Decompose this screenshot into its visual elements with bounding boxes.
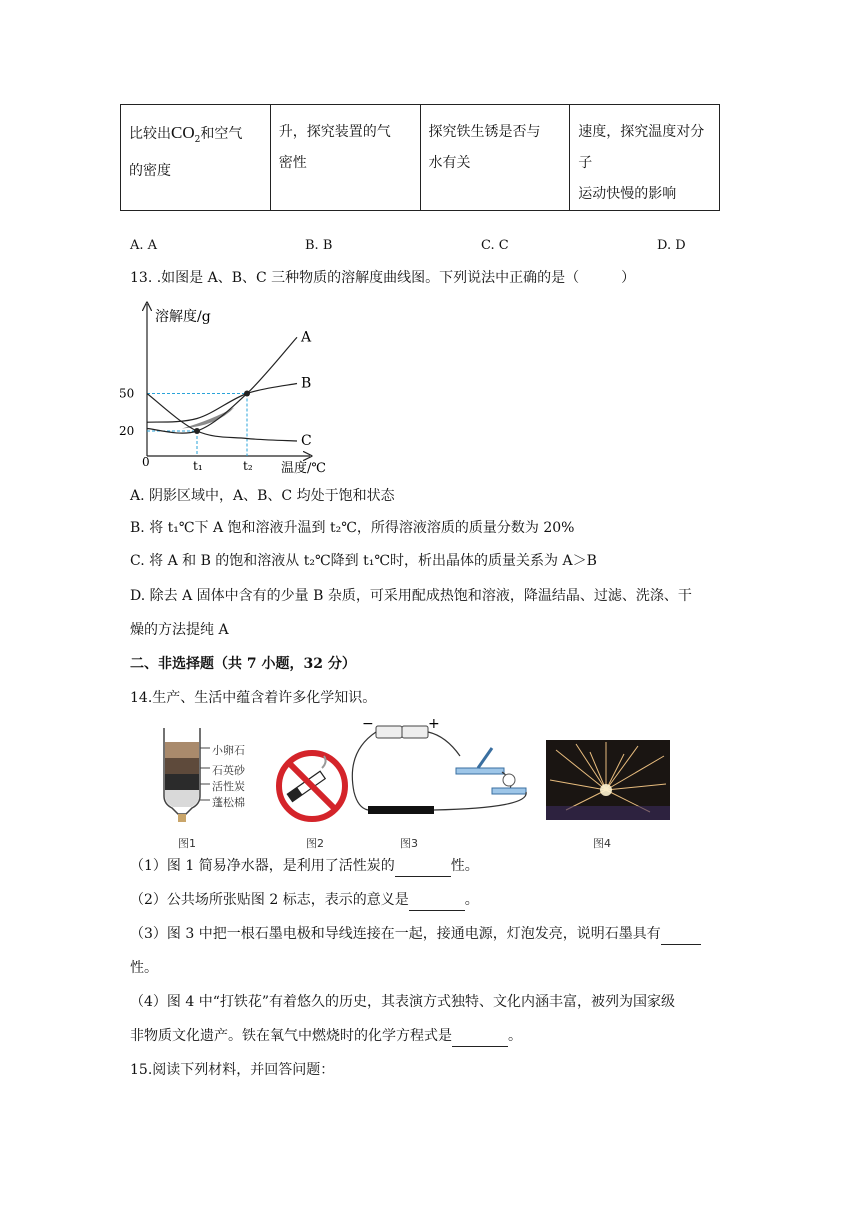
chart-xlabel: 温度/℃ <box>281 461 326 476</box>
q13-option-d-cont: 燥的方法提纯 A <box>130 622 229 638</box>
section-heading: 二、非选择题（共 7 小题，32 分） <box>130 656 356 672</box>
table-cell-rust: 探究铁生锈是否与 水有关 <box>420 105 570 211</box>
q12-option-a[interactable]: A. A <box>130 238 158 253</box>
answer-blank-2[interactable] <box>409 890 465 911</box>
marked-point-1 <box>194 428 200 434</box>
q14-item-1: （1）图 1 简易净水器，是利用了活性炭的 性。 <box>130 856 479 877</box>
svg-text:−: − <box>362 716 374 732</box>
fig1-label-carbon: 活性炭 <box>212 780 245 793</box>
q14-stem: 14.生产、生活中蕴含着许多化学知识。 <box>130 690 377 706</box>
battery-icon <box>376 726 402 738</box>
carbon-layer <box>165 774 199 790</box>
fig1-label-pebble: 小卵石 <box>212 744 245 757</box>
solubility-chart <box>115 296 355 478</box>
chart-origin: 0 <box>142 455 150 469</box>
pebble-layer <box>165 742 199 758</box>
fig3-caption: 图3 <box>400 837 418 850</box>
q14-item-4-cont: 非物质文化遗产。铁在氧气中燃烧时的化学方程式是 。 <box>130 1026 522 1047</box>
fig4-caption: 图4 <box>593 837 611 850</box>
q13-option-a[interactable]: A. 阴影区域中，A、B、C 均处于饱和状态 <box>130 488 395 504</box>
q15-stem: 15.阅读下列材料，并回答问题： <box>130 1062 335 1078</box>
cotton-layer <box>165 790 199 807</box>
x-tick-2: t₂ <box>243 459 253 473</box>
experiment-table <box>120 104 720 211</box>
q12-option-b[interactable]: B. B <box>305 238 333 253</box>
series-label-A: A <box>301 329 312 346</box>
q12-option-c[interactable]: C. C <box>481 238 509 253</box>
answer-blank-4[interactable] <box>452 1026 508 1047</box>
fig1-label-cotton: 蓬松棉 <box>212 796 245 809</box>
series-label-B: B <box>301 375 312 392</box>
graphite-electrode <box>368 806 434 814</box>
switch-icon <box>456 768 504 774</box>
x-tick-1: t₁ <box>193 459 203 473</box>
sand-layer <box>165 758 199 774</box>
q14-item-3: （3）图 3 中把一根石墨电极和导线连接在一起，接通电源，灯泡发亮，说明石墨具有 <box>130 924 701 945</box>
battery-icon-2 <box>402 726 428 738</box>
svg-text:+: + <box>428 716 440 732</box>
table-cell-molecule: 速度，探究温度对分子 运动快慢的影响 <box>570 105 720 211</box>
no-smoking-icon <box>272 748 352 824</box>
fig4-iron-flower <box>546 740 670 820</box>
fig3-circuit <box>350 712 530 822</box>
outlet-icon <box>178 814 186 822</box>
y-tick-50: 50 <box>119 386 135 401</box>
answer-blank-3[interactable] <box>661 924 701 945</box>
q13-stem: 13. .如图是 A、B、C 三种物质的溶解度曲线图。下列说法中正确的是（ ） <box>130 270 636 286</box>
chart-ylabel: 溶解度/g <box>155 309 211 325</box>
table-cell-airtight: 升，探究装置的气 密性 <box>270 105 420 211</box>
bulb-icon <box>503 774 515 786</box>
q13-option-b[interactable]: B. 将 t₁℃下 A 饱和溶液升温到 t₂℃，所得溶液溶质的质量分数为 20% <box>130 520 575 536</box>
q13-option-d[interactable]: D. 除去 A 固体中含有的少量 B 杂质，可采用配成热饱和溶液，降温结晶、过滤、洗涤、干 <box>130 588 692 604</box>
answer-blank-1[interactable] <box>395 856 451 877</box>
fig1-caption: 图1 <box>178 837 196 850</box>
q13-option-c[interactable]: C. 将 A 和 B 的饱和溶液从 t₂℃降到 t₁℃时，析出晶体的质量关系为 A＞B <box>130 553 597 569</box>
table-cell-co2: 比较出$CO_2$和空气 的密度 <box>121 105 271 211</box>
series-curve-A <box>147 337 297 433</box>
q14-item-3-cont: 性。 <box>130 960 158 976</box>
series-label-C: C <box>301 433 312 449</box>
fig1-label-sand: 石英砂 <box>212 764 245 777</box>
q14-item-2: （2）公共场所张贴图 2 标志，表示的意义是 。 <box>130 890 479 911</box>
q12-option-d[interactable]: D. D <box>657 238 686 253</box>
marked-point-2 <box>244 391 250 397</box>
q14-item-4: （4）图 4 中“打铁花”有着悠久的历史，其表演方式独特、文化内涵丰富，被列为国家级 <box>130 994 676 1010</box>
y-tick-20: 20 <box>119 424 135 438</box>
fig2-caption: 图2 <box>306 837 324 850</box>
